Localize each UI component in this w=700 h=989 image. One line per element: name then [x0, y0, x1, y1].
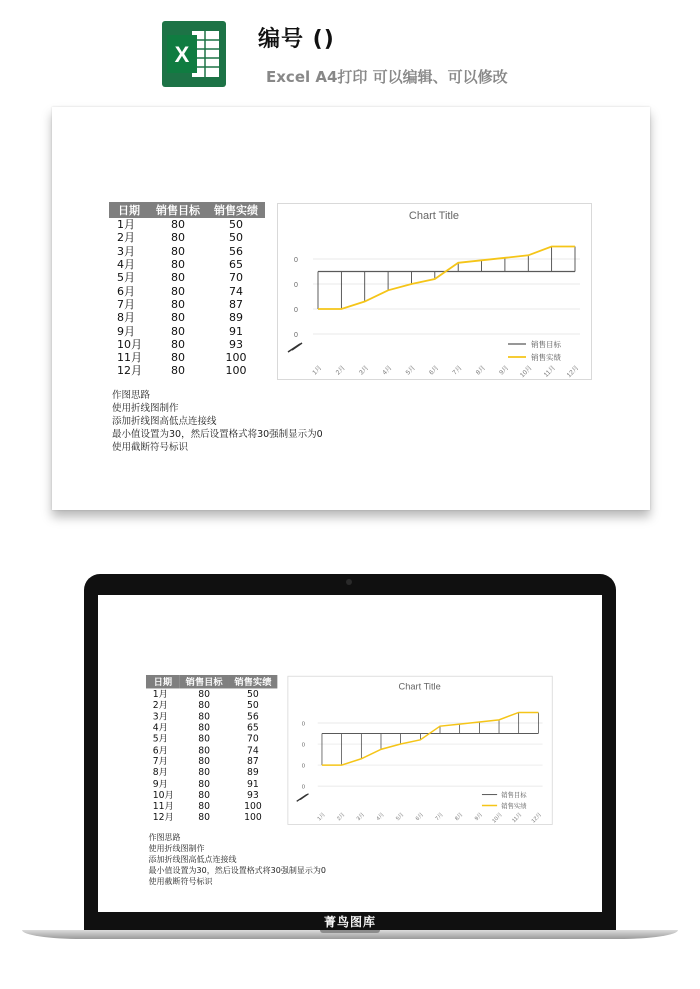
- axis-break-icon: [297, 794, 309, 802]
- x-tick-label: 5月: [404, 364, 417, 377]
- x-tick-label: 9月: [473, 811, 485, 823]
- x-tick-label: 4月: [381, 364, 394, 377]
- table-row: [109, 364, 265, 377]
- x-tick-label: 2月: [334, 364, 347, 377]
- note-line: 最小值设置为30，然后设置格式将30强制显示为0: [148, 866, 326, 876]
- table-row: [146, 744, 277, 755]
- x-tick-label: 12月: [565, 364, 581, 379]
- target-cell: 80: [171, 284, 185, 298]
- note-line: 作图思路: [148, 833, 181, 843]
- laptop-brand-label: 菁鸟图库: [323, 915, 376, 929]
- target-cell: 80: [171, 311, 185, 325]
- date-cell: 11月: [117, 351, 142, 365]
- date-cell: 9月: [152, 778, 168, 790]
- actual-cell: 65: [247, 722, 259, 734]
- legend-label: 销售实绩: [501, 803, 527, 811]
- excel-logo-icon: [162, 21, 226, 87]
- x-tick-label: 7月: [451, 364, 464, 377]
- y-tick-label: 0: [294, 257, 298, 264]
- table-row: [146, 700, 277, 711]
- table-header-cell: 销售目标: [180, 675, 229, 688]
- sales-table: [109, 202, 265, 378]
- note-line: 作图思路: [112, 390, 151, 401]
- date-cell: 8月: [152, 766, 168, 778]
- x-tick-label: 12月: [530, 811, 544, 825]
- table-row: [109, 324, 265, 337]
- axis-break-icon: [288, 343, 302, 352]
- date-cell: 4月: [152, 722, 168, 734]
- legend-label: 销售目标: [501, 792, 527, 800]
- y-tick-label: 0: [294, 282, 298, 289]
- laptop-camera: [346, 579, 352, 585]
- target-cell: 80: [198, 722, 210, 734]
- y-tick-label: 0: [294, 332, 298, 339]
- note-line: 使用折线图制作: [148, 844, 205, 854]
- x-tick-label: 8月: [454, 811, 465, 823]
- page-title: 编号 (): [258, 27, 335, 52]
- x-tick-label: 2月: [336, 811, 347, 823]
- x-tick-label: 3月: [358, 364, 371, 377]
- note-line: 使用截断符号标识: [112, 442, 189, 453]
- table-row: [109, 271, 265, 284]
- date-cell: 4月: [117, 258, 135, 272]
- notes-block: [149, 832, 326, 887]
- target-cell: 80: [198, 778, 210, 790]
- target-cell: 80: [198, 710, 210, 722]
- actual-cell: 50: [229, 218, 243, 232]
- x-tick-label: 8月: [474, 364, 487, 377]
- table-row: [109, 311, 265, 324]
- table-header-cell: 日期: [109, 202, 149, 218]
- target-cell: 80: [198, 766, 210, 778]
- chart-title: Chart Title: [398, 681, 441, 692]
- sales-chart: [287, 676, 552, 825]
- actual-cell: 93: [247, 789, 259, 801]
- series-line-actual: [322, 712, 538, 765]
- x-tick-label: 5月: [395, 811, 406, 823]
- actual-cell: 100: [244, 800, 262, 812]
- date-cell: 10月: [117, 337, 142, 351]
- actual-cell: 91: [229, 324, 243, 338]
- table-row: [146, 767, 277, 778]
- table-row: [146, 711, 277, 722]
- target-cell: 80: [198, 755, 210, 767]
- actual-cell: 91: [247, 778, 259, 790]
- target-cell: 80: [198, 733, 210, 745]
- excel-logo-letter: X: [174, 42, 190, 67]
- table-row: [146, 722, 277, 733]
- target-cell: 80: [198, 699, 210, 711]
- target-cell: 80: [171, 258, 185, 272]
- date-cell: 12月: [152, 811, 174, 823]
- table-row: [146, 688, 277, 699]
- sales-chart: [277, 203, 592, 380]
- legend-label: 销售目标: [531, 340, 561, 349]
- sales-table: [146, 675, 277, 823]
- legend-label: 销售实绩: [531, 353, 561, 362]
- x-tick-label: 1月: [316, 811, 327, 823]
- table-row: [109, 258, 265, 271]
- actual-cell: 56: [247, 710, 259, 722]
- target-cell: 80: [198, 800, 210, 812]
- actual-cell: 100: [244, 811, 262, 823]
- actual-cell: 65: [229, 258, 243, 272]
- x-tick-label: 1月: [311, 364, 324, 377]
- note-line: 使用折线图制作: [112, 403, 179, 414]
- table-header-cell: 日期: [146, 675, 180, 688]
- y-tick-label: 0: [301, 763, 306, 770]
- table-row: [109, 245, 265, 258]
- note-line: 使用截断符号标识: [148, 877, 213, 887]
- table-row: [146, 789, 277, 800]
- date-cell: 5月: [152, 733, 168, 745]
- x-tick-label: 6月: [414, 811, 426, 823]
- x-tick-label: 10月: [491, 811, 504, 825]
- actual-cell: 74: [247, 744, 259, 756]
- actual-cell: 100: [225, 364, 247, 378]
- date-cell: 7月: [117, 297, 135, 311]
- target-cell: 80: [171, 364, 185, 378]
- page-subtitle: Excel A4打印 可以编辑、可以修改: [266, 68, 508, 86]
- actual-cell: 93: [229, 337, 243, 351]
- x-tick-label: 6月: [428, 364, 441, 377]
- table-header-cell: 销售实绩: [229, 675, 278, 688]
- target-cell: 80: [171, 324, 185, 338]
- table-row: [146, 800, 277, 811]
- actual-cell: 50: [229, 231, 243, 245]
- actual-cell: 70: [247, 733, 259, 745]
- date-cell: 1月: [152, 688, 168, 700]
- actual-cell: 89: [229, 311, 243, 325]
- actual-cell: 89: [247, 766, 259, 778]
- date-cell: 11月: [152, 800, 174, 812]
- date-cell: 5月: [117, 271, 135, 285]
- actual-cell: 87: [229, 297, 243, 311]
- target-cell: 80: [171, 351, 185, 365]
- date-cell: 3月: [152, 710, 168, 722]
- date-cell: 8月: [117, 311, 135, 325]
- table-header-cell: 销售目标: [149, 202, 207, 218]
- date-cell: 6月: [117, 284, 135, 298]
- y-tick-label: 0: [301, 721, 306, 728]
- notes-block: [112, 389, 323, 454]
- x-tick-label: 3月: [355, 811, 367, 823]
- date-cell: 1月: [117, 218, 135, 232]
- table-row: [109, 351, 265, 364]
- actual-cell: 50: [247, 688, 259, 700]
- table-row: [109, 338, 265, 351]
- series-line-actual: [318, 247, 575, 310]
- actual-cell: 70: [229, 271, 243, 285]
- target-cell: 80: [198, 811, 210, 823]
- x-tick-label: 11月: [542, 364, 558, 379]
- date-cell: 12月: [117, 364, 142, 378]
- actual-cell: 87: [247, 755, 259, 767]
- target-cell: 80: [171, 271, 185, 285]
- table-row: [109, 218, 265, 231]
- y-tick-label: 0: [294, 307, 298, 314]
- actual-cell: 100: [225, 351, 247, 365]
- laptop-screen: [98, 595, 602, 912]
- x-tick-label: 7月: [434, 811, 445, 823]
- actual-cell: 74: [229, 284, 243, 298]
- target-cell: 80: [198, 744, 210, 756]
- table-row: [146, 756, 277, 767]
- y-tick-label: 0: [301, 784, 306, 791]
- target-cell: 80: [171, 231, 185, 245]
- date-cell: 10月: [152, 789, 174, 801]
- table-row: [109, 284, 265, 297]
- x-tick-label: 9月: [498, 364, 511, 377]
- x-tick-label: 10月: [519, 364, 534, 379]
- target-cell: 80: [171, 244, 185, 258]
- target-cell: 80: [198, 688, 210, 700]
- chart-title: Chart Title: [408, 210, 460, 222]
- note-line: 添加折线图高低点连接线: [112, 416, 217, 427]
- target-cell: 80: [198, 789, 210, 801]
- table-row: [146, 778, 277, 789]
- date-cell: 6月: [152, 744, 168, 756]
- table-row: [109, 231, 265, 244]
- target-cell: 80: [171, 297, 185, 311]
- table-header-row: [109, 202, 265, 218]
- date-cell: 3月: [117, 244, 135, 258]
- sheet-preview-card: [52, 107, 650, 510]
- date-cell: 2月: [152, 699, 168, 711]
- axis-break-stroke: [288, 343, 302, 352]
- table-row: [146, 812, 277, 823]
- table-header-row: [146, 675, 277, 688]
- table-header-cell: 销售实绩: [207, 202, 265, 218]
- axis-break-stroke: [297, 794, 309, 802]
- note-line: 最小值设置为30，然后设置格式将30强制显示为0: [112, 429, 323, 440]
- y-tick-label: 0: [301, 742, 306, 749]
- target-cell: 80: [171, 337, 185, 351]
- date-cell: 2月: [117, 231, 135, 245]
- target-cell: 80: [171, 218, 185, 232]
- actual-cell: 50: [247, 699, 259, 711]
- x-tick-label: 11月: [511, 811, 524, 825]
- date-cell: 7月: [152, 755, 168, 767]
- actual-cell: 56: [229, 244, 243, 258]
- x-tick-label: 4月: [375, 811, 386, 823]
- table-row: [146, 733, 277, 744]
- note-line: 添加折线图高低点连接线: [148, 855, 237, 865]
- table-row: [109, 298, 265, 311]
- date-cell: 9月: [117, 324, 135, 338]
- laptop-base-notch: [320, 930, 380, 933]
